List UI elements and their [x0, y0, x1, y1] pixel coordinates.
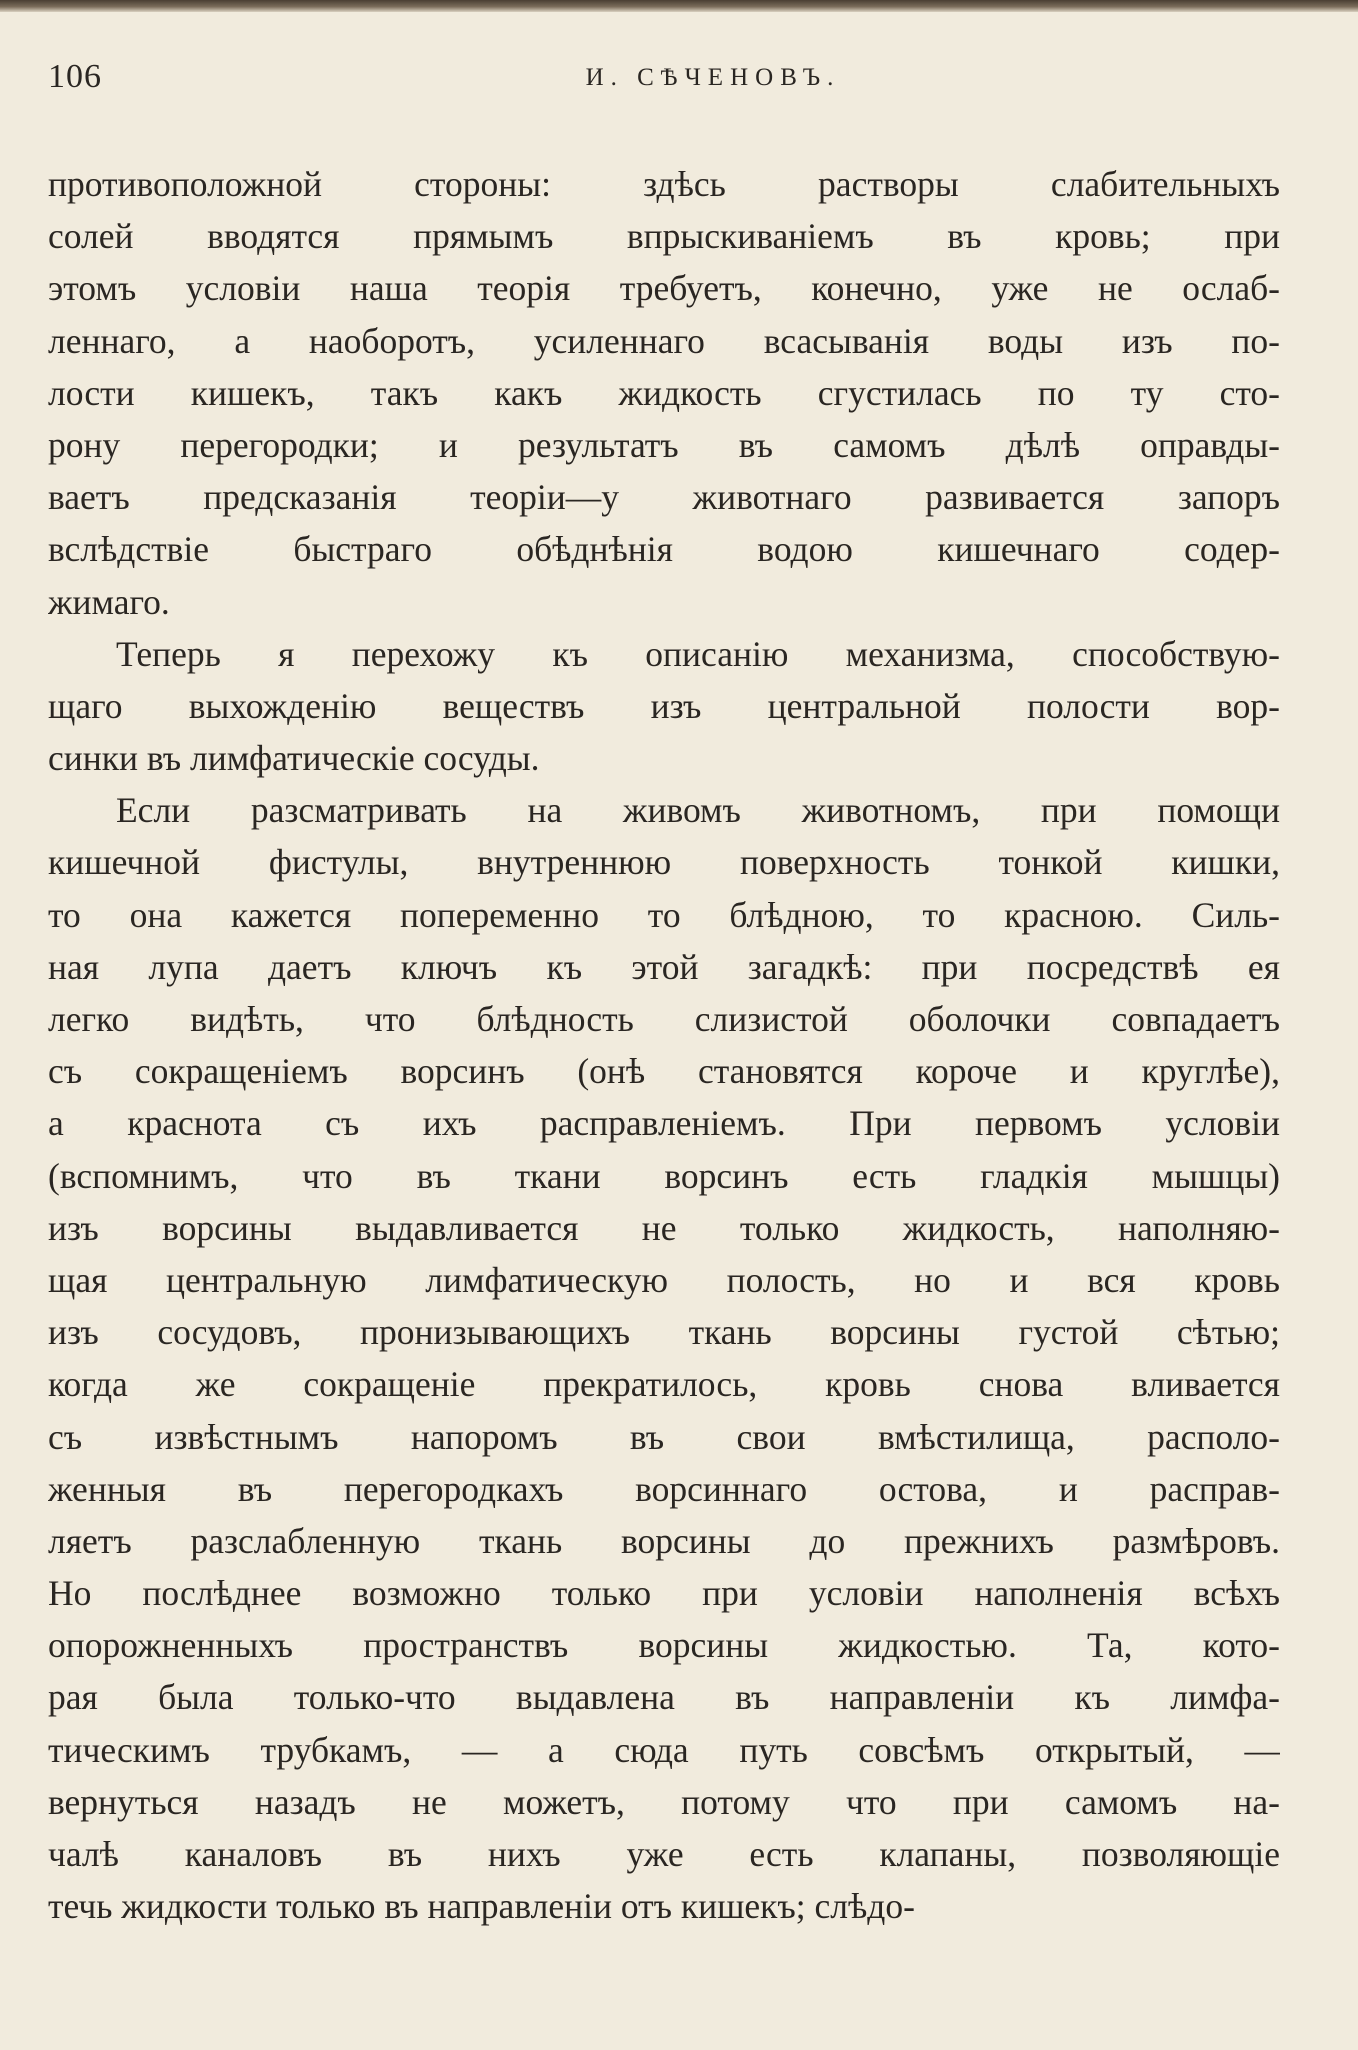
text-line: щаго выхожденію веществъ изъ центральной полости вор-: [48, 685, 1280, 726]
page-number: 106: [48, 58, 102, 95]
text-line: жимаго.: [48, 581, 170, 622]
text-line: опорожненныхъ пространствъ ворсины жидкостью. Та, кото-: [48, 1625, 1280, 1666]
text-line: течь жидкости только въ направленіи отъ кишекъ; слѣдо-: [48, 1886, 915, 1927]
text-line: синки въ лимфатическіе сосуды.: [48, 738, 540, 779]
paragraph: [48, 784, 1280, 1932]
text-line: Теперь я перехожу къ описанію механизма, способствую-: [116, 633, 1280, 674]
text-line: а краснота съ ихъ расправленіемъ. При первомъ условіи: [48, 1103, 1280, 1144]
text-line: кишечной фистулы, внутреннюю поверхность тонкой кишки,: [48, 842, 1280, 883]
body-text: [48, 158, 1280, 1932]
text-line: рону перегородки; и результатъ въ самомъ дѣлѣ оправды-: [48, 424, 1280, 465]
text-line: противоположной стороны: здѣсь растворы слабительныхъ: [48, 164, 1280, 204]
text-line: ваетъ предсказанія теоріи—у животнаго развивается запоръ: [48, 477, 1280, 518]
text-line: рая была только-что выдавлена въ направленіи къ лимфа-: [48, 1677, 1280, 1718]
running-head: И. СѢЧЕНОВЪ.: [585, 64, 841, 91]
text-line: легко видѣть, что блѣдность слизистой оболочки совпадаетъ: [48, 999, 1280, 1039]
text-line: съ сокращеніемъ ворсинъ (онѣ становятся короче и круглѣе),: [48, 1051, 1280, 1092]
text-line: вернуться назадъ не можетъ, потому что при самомъ на-: [48, 1781, 1280, 1822]
text-line: то она кажется попеременно то блѣдною, то красною. Силь-: [48, 894, 1280, 935]
text-line: женныя въ перегородкахъ ворсиннаго остова, и расправ-: [48, 1468, 1280, 1509]
text-line: съ извѣстнымъ напоромъ въ свои вмѣстилища, располо-: [48, 1416, 1280, 1457]
paragraph: [48, 628, 1280, 785]
text-line: этомъ условіи наша теорія требуетъ, конечно, уже не ослаб-: [48, 268, 1280, 309]
text-line: Но послѣднее возможно только при условіи наполненія всѣхъ: [48, 1573, 1280, 1614]
text-line: лости кишекъ, такъ какъ жидкость сгустилась по ту сто-: [48, 372, 1280, 413]
text-line: ная лупа даетъ ключъ къ этой загадкѣ: при посредствѣ ея: [48, 946, 1280, 987]
text-line: тическимъ трубкамъ, — а сюда путь совсѣмъ открытый, —: [48, 1729, 1280, 1770]
text-line: солей вводятся прямымъ впрыскиваніемъ въ кровь; при: [48, 216, 1280, 257]
text-line: (вспомнимъ, что въ ткани ворсинъ есть гладкія мышцы): [48, 1155, 1280, 1196]
text-line: чалѣ каналовъ въ нихъ уже есть клапаны, позволяющіе: [48, 1834, 1280, 1874]
text-line: когда же сокращеніе прекратилось, кровь снова вливается: [48, 1364, 1280, 1405]
text-line: ляетъ разслабленную ткань ворсины до прежнихъ размѣровъ.: [48, 1520, 1280, 1561]
text-line: изъ ворсины выдавливается не только жидкость, наполняю-: [48, 1207, 1280, 1248]
text-line: щая центральную лимфатическую полость, но и вся кровь: [48, 1259, 1280, 1300]
text-line: изъ сосудовъ, пронизывающихъ ткань ворсины густой сѣтью;: [48, 1312, 1280, 1353]
text-line: вслѣдствіе быстраго обѣднѣнія водою кишечнаго содер-: [48, 529, 1280, 570]
text-line: Если разсматривать на живомъ животномъ, при помощи: [116, 790, 1280, 831]
page-header: [48, 58, 1278, 108]
text-line: леннаго, а наоборотъ, усиленнаго всасыванія воды изъ по-: [48, 320, 1280, 361]
paragraph: [48, 158, 1280, 628]
